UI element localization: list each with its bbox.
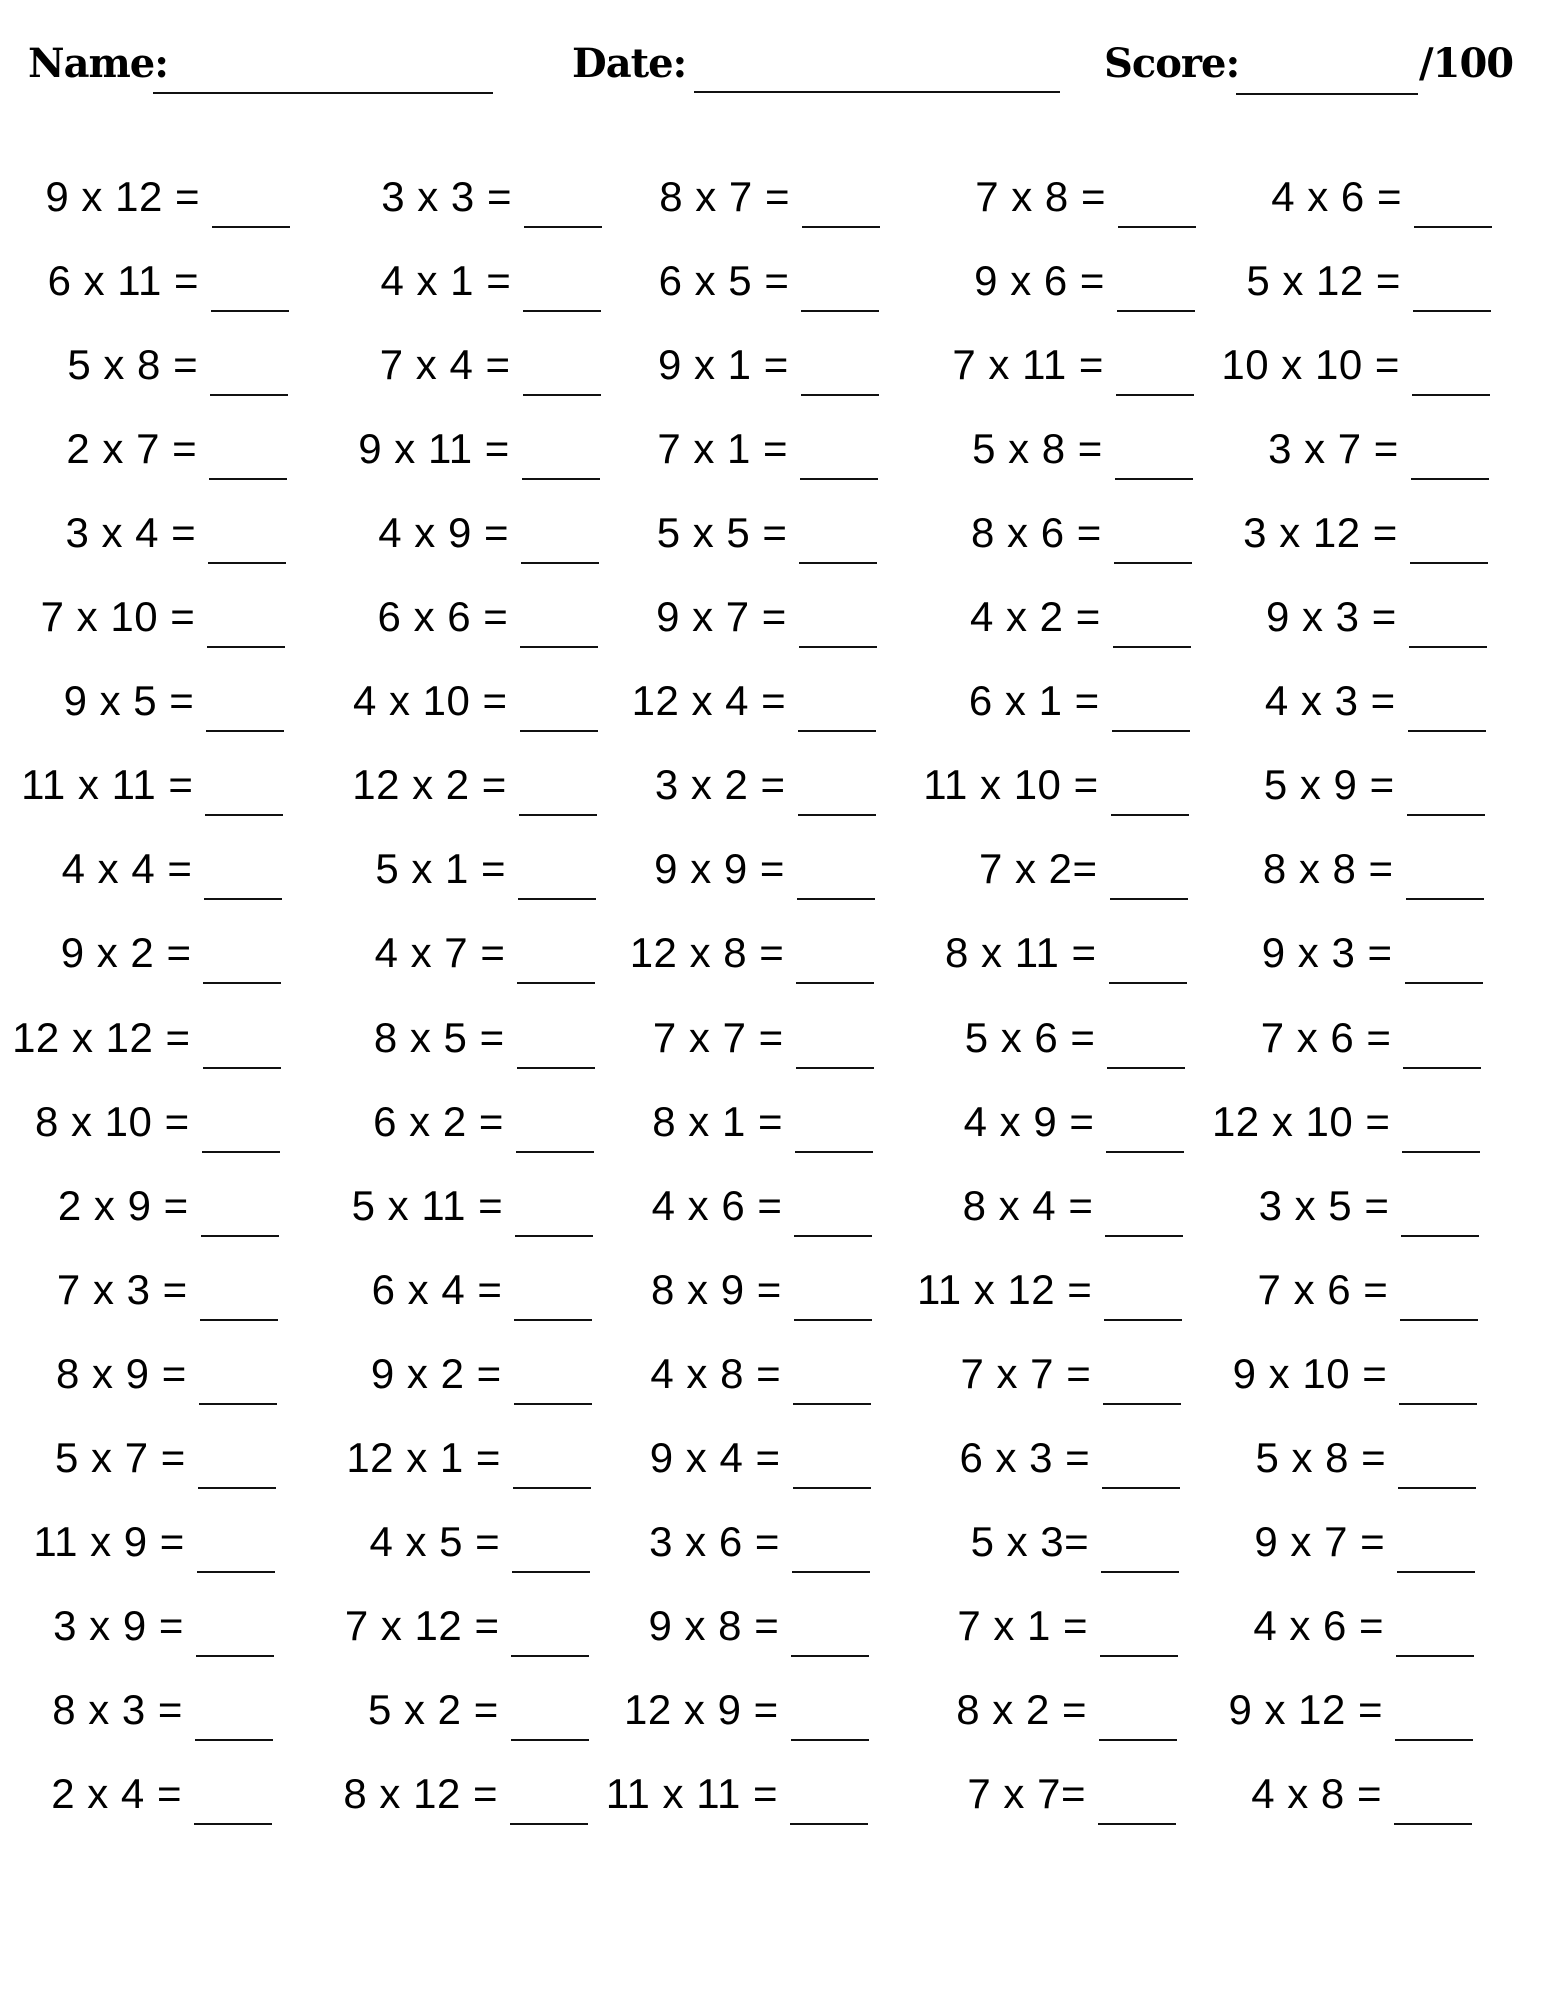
answer-blank[interactable] [1098, 1823, 1176, 1825]
answer-blank[interactable] [196, 1655, 274, 1657]
problem-expression: 4 x 10 = [352, 677, 508, 725]
problem-expression: 4 x 7 = [374, 929, 506, 977]
answer-blank[interactable] [1397, 1571, 1475, 1573]
problem-item [290, 1517, 590, 1581]
problem-expression: 8 x 12 = [343, 1770, 498, 1817]
problem-expression: 8 x 10 = [34, 1097, 190, 1145]
problem-item [0, 1181, 279, 1245]
problem-item [0, 1601, 274, 1665]
problem-expression: 12 x 8 = [629, 929, 785, 977]
problem-item [288, 1770, 588, 1833]
answer-blank[interactable] [1408, 730, 1486, 732]
problem-expression: 5 x 8 = [1255, 1433, 1387, 1481]
answer-blank[interactable] [202, 1151, 280, 1153]
problem-expression: 9 x 3 = [1265, 593, 1397, 641]
answer-blank[interactable] [208, 562, 286, 564]
problem-item [896, 173, 1196, 236]
problem-item [894, 341, 1194, 404]
answer-blank[interactable] [1100, 1655, 1178, 1657]
problem-item [571, 1349, 871, 1413]
problem-expression: 7 x 2= [978, 845, 1098, 893]
answer-blank[interactable] [1399, 1403, 1477, 1405]
answer-blank[interactable] [793, 1487, 871, 1489]
problem-item [1189, 425, 1489, 488]
problem-expression: 8 x 4 = [962, 1181, 1094, 1229]
answer-blank[interactable] [1402, 1151, 1480, 1153]
problem-expression: 3 x 6 = [649, 1517, 780, 1565]
answer-blank[interactable] [1118, 226, 1196, 228]
answer-blank[interactable] [1396, 1655, 1474, 1657]
problem-item [1175, 1517, 1475, 1581]
problem-item [570, 1517, 870, 1581]
answer-blank[interactable] [211, 310, 289, 312]
problem-item [568, 1770, 868, 1833]
answer-blank[interactable] [1110, 898, 1188, 900]
answer-blank[interactable] [1106, 1151, 1184, 1153]
problem-expression: 9 x 1 = [657, 341, 789, 389]
answer-blank[interactable] [197, 1571, 275, 1573]
problem-expression: 4 x 9 = [378, 509, 510, 557]
problem-expression: 8 x 1 = [652, 1097, 784, 1145]
problem-item [569, 1601, 869, 1665]
problem-item [889, 761, 1189, 824]
problem-item [289, 1685, 589, 1749]
problem-item [300, 425, 600, 488]
problem-expression: 5 x 7 = [55, 1433, 186, 1481]
answer-blank[interactable] [200, 1319, 278, 1321]
problem-expression: 3 x 4 = [65, 509, 197, 557]
answer-blank[interactable] [799, 646, 877, 648]
problem-item [0, 425, 287, 488]
answer-blank[interactable] [802, 226, 880, 228]
problem-item [0, 509, 286, 572]
problem-expression: 9 x 11 = [358, 425, 510, 473]
problem-expression: 7 x 3 = [56, 1265, 188, 1313]
problem-expression: 6 x 2 = [373, 1097, 504, 1145]
problem-item [1191, 257, 1491, 320]
problem-expression: 12 x 12 = [12, 1013, 191, 1061]
answer-blank[interactable] [203, 982, 281, 984]
problem-expression: 3 x 12 = [1243, 509, 1398, 557]
problem-item [882, 1265, 1182, 1329]
problem-item [569, 1685, 869, 1749]
problem-expression: 4 x 5 = [369, 1517, 501, 1565]
answer-blank[interactable] [1115, 478, 1193, 480]
problem-item [0, 1013, 281, 1077]
problem-item [876, 1770, 1176, 1833]
problem-expression: 8 x 8 = [1262, 845, 1394, 893]
answer-blank[interactable] [796, 982, 874, 984]
answer-blank[interactable] [799, 562, 877, 564]
problem-expression: 12 x 4 = [631, 677, 787, 725]
name-label: Name: [28, 40, 169, 87]
problem-expression: 12 x 10 = [1211, 1097, 1391, 1145]
problem-expression: 4 x 9 = [963, 1097, 1095, 1145]
problem-item [1183, 929, 1483, 992]
problem-item [576, 677, 876, 740]
problem-item [574, 929, 874, 992]
problem-item [1177, 1349, 1477, 1413]
answer-blank[interactable] [800, 478, 878, 480]
problem-expression: 11 x 11 = [605, 1770, 778, 1817]
problem-item [0, 1770, 272, 1833]
answer-blank[interactable] [1102, 1487, 1180, 1489]
answer-blank[interactable] [1403, 1067, 1481, 1069]
problem-expression: 5 x 1 = [375, 845, 507, 893]
problem-item [1187, 593, 1487, 656]
problem-expression: 4 x 8 = [1251, 1770, 1382, 1817]
answer-blank[interactable] [1114, 562, 1192, 564]
problem-item [0, 845, 282, 908]
answer-blank[interactable] [1400, 1319, 1478, 1321]
problem-item [884, 1097, 1184, 1161]
problem-item [1172, 1770, 1472, 1833]
problem-expression: 11 x 9 = [33, 1517, 185, 1565]
answer-blank[interactable] [1111, 814, 1189, 816]
problem-item [295, 1013, 595, 1077]
problem-item [580, 173, 880, 236]
problem-expression: 12 x 9 = [624, 1685, 779, 1733]
score-label: Score: [1104, 40, 1240, 87]
problem-item [298, 677, 598, 740]
answer-blank[interactable] [198, 1487, 276, 1489]
problem-item [302, 173, 602, 236]
problem-expression: 7 x 12 = [344, 1601, 500, 1649]
problem-item [299, 509, 599, 572]
problem-item [881, 1349, 1181, 1413]
problem-expression: 8 x 5 = [373, 1013, 505, 1061]
problem-item [0, 1433, 276, 1497]
problem-item [578, 425, 878, 488]
problem-expression: 4 x 2 = [969, 593, 1101, 641]
problem-item [880, 1433, 1180, 1497]
problem-expression: 9 x 7 = [1254, 1517, 1386, 1565]
problem-item [301, 257, 601, 320]
answer-blank[interactable] [801, 394, 879, 396]
problem-item [0, 257, 289, 320]
answer-blank[interactable] [793, 1403, 871, 1405]
answer-blank[interactable] [1414, 226, 1492, 228]
problem-item [1192, 173, 1492, 236]
answer-blank[interactable] [1401, 1235, 1479, 1237]
problem-item [1174, 1601, 1474, 1665]
problem-expression: 3 x 2 = [654, 761, 786, 809]
answer-blank[interactable] [798, 814, 876, 816]
answer-blank[interactable] [1099, 1739, 1177, 1741]
problem-expression: 7 x 7 = [960, 1349, 1092, 1397]
problem-item [0, 929, 281, 992]
problem-item [571, 1433, 871, 1497]
problem-item [577, 593, 877, 656]
problem-expression: 7 x 8 = [975, 173, 1106, 220]
answer-blank[interactable] [1109, 982, 1187, 984]
problem-item [0, 593, 285, 656]
problem-expression: 9 x 10 = [1232, 1349, 1388, 1397]
answer-blank[interactable] [1117, 310, 1195, 312]
problem-expression: 5 x 12 = [1246, 257, 1401, 305]
problem-item [878, 1601, 1178, 1665]
problem-expression: 8 x 9 = [651, 1265, 782, 1313]
problem-item [292, 1265, 592, 1329]
problem-item [0, 173, 290, 236]
problem-expression: 8 x 3 = [52, 1685, 183, 1733]
problem-item [0, 1349, 277, 1413]
problem-item [579, 257, 879, 320]
problem-item [0, 1265, 278, 1329]
problem-expression: 5 x 6 = [964, 1013, 1096, 1061]
problem-item [295, 929, 595, 992]
problem-expression: 7 x 11 = [952, 341, 1104, 389]
answer-blank[interactable] [798, 730, 876, 732]
problem-item [1186, 677, 1486, 740]
answer-blank[interactable] [801, 310, 879, 312]
problem-expression: 4 x 8 = [650, 1349, 782, 1397]
problem-expression: 4 x 6 = [1271, 173, 1402, 220]
problem-expression: 7 x 6 = [1260, 1013, 1392, 1061]
problem-expression: 7 x 6 = [1257, 1265, 1389, 1313]
problem-item [877, 1685, 1177, 1749]
answer-blank[interactable] [1394, 1823, 1472, 1825]
problem-expression: 7 x 7= [967, 1770, 1086, 1817]
problem-item [1190, 341, 1490, 404]
problem-expression: 5 x 2 = [367, 1685, 499, 1733]
problem-item [572, 1265, 872, 1329]
problem-expression: 7 x 7 = [652, 1013, 784, 1061]
problem-expression: 12 x 1 = [346, 1433, 501, 1481]
answer-blank[interactable] [1412, 394, 1490, 396]
problem-expression: 9 x 12 = [1228, 1685, 1384, 1733]
problem-item [575, 845, 875, 908]
problem-item [572, 1181, 872, 1245]
problem-item [1185, 761, 1485, 824]
problem-item [577, 509, 877, 572]
problem-expression: 4 x 6 = [651, 1181, 783, 1229]
problem-expression: 8 x 7 = [659, 173, 790, 220]
problem-item [885, 1013, 1185, 1077]
problem-expression: 2 x 7 = [66, 425, 198, 473]
problem-item [0, 1097, 280, 1161]
answer-blank[interactable] [792, 1571, 870, 1573]
problem-item [289, 1601, 589, 1665]
problem-expression: 9 x 2 = [60, 929, 192, 977]
problem-item [893, 425, 1193, 488]
problem-item [879, 1517, 1179, 1581]
answer-blank[interactable] [209, 478, 287, 480]
problem-expression: 9 x 6 = [974, 257, 1105, 305]
problem-item [1176, 1433, 1476, 1497]
problem-expression: 7 x 10 = [40, 593, 196, 641]
answer-blank[interactable] [1405, 982, 1483, 984]
problem-item [1181, 1013, 1481, 1077]
problem-item [579, 341, 879, 404]
problem-expression: 9 x 8 = [648, 1601, 780, 1649]
problem-expression: 7 x 1 = [657, 425, 789, 473]
problem-expression: 6 x 11 = [47, 257, 200, 305]
problem-item [0, 677, 284, 740]
problem-expression: 5 x 5 = [656, 509, 788, 557]
problem-item [888, 845, 1188, 908]
answer-blank[interactable] [195, 1739, 273, 1741]
problem-expression: 9 x 5 = [63, 677, 195, 725]
problem-item [891, 593, 1191, 656]
answer-blank[interactable] [204, 898, 282, 900]
problem-item [292, 1349, 592, 1413]
problem-item [892, 509, 1192, 572]
problem-expression: 9 x 4 = [649, 1433, 781, 1481]
problem-item [895, 257, 1195, 320]
problem-item [0, 1685, 273, 1749]
answer-blank[interactable] [796, 1067, 874, 1069]
problem-expression: 12 x 2 = [352, 761, 507, 809]
answer-blank[interactable] [794, 1319, 872, 1321]
answer-blank[interactable] [210, 394, 288, 396]
problem-item [887, 929, 1187, 992]
problem-expression: 9 x 3 = [1261, 929, 1393, 977]
problem-item [576, 761, 876, 824]
problem-expression: 10 x 10 = [1221, 341, 1400, 389]
problem-expression: 3 x 3 = [381, 173, 512, 220]
problem-expression: 8 x 11 = [945, 929, 1097, 977]
answer-blank[interactable] [1101, 1571, 1179, 1573]
problem-item [574, 1013, 874, 1077]
answer-blank[interactable] [1103, 1403, 1181, 1405]
answer-blank[interactable] [201, 1235, 279, 1237]
date-label: Date: [572, 40, 687, 87]
answer-blank[interactable] [1409, 646, 1487, 648]
problem-expression: 5 x 11 = [351, 1181, 504, 1229]
answer-blank[interactable] [1410, 562, 1488, 564]
answer-blank[interactable] [1107, 1067, 1185, 1069]
answer-blank[interactable] [791, 1739, 869, 1741]
problem-item [291, 1433, 591, 1497]
problem-item [296, 845, 596, 908]
problem-expression: 9 x 9 = [654, 845, 785, 893]
problem-item [1180, 1097, 1480, 1161]
problem-item [301, 341, 601, 404]
problem-item [883, 1181, 1183, 1245]
problem-expression: 11 x 12 = [916, 1265, 1093, 1313]
problem-expression: 4 x 1 = [380, 257, 512, 305]
problem-item [294, 1097, 594, 1161]
answer-blank[interactable] [1413, 310, 1491, 312]
problem-item [0, 341, 288, 404]
problem-expression: 5 x 9 = [1263, 761, 1395, 809]
problem-item [0, 761, 283, 824]
answer-blank[interactable] [205, 814, 283, 816]
problem-item [293, 1181, 593, 1245]
problem-expression: 4 x 4 = [61, 845, 193, 893]
problem-expression: 4 x 3 = [1264, 677, 1396, 725]
problem-expression: 7 x 4 = [379, 341, 511, 389]
problem-expression: 8 x 6 = [971, 509, 1102, 557]
problem-item [890, 677, 1190, 740]
problem-item [1178, 1265, 1478, 1329]
problem-expression: 11 x 10 = [923, 761, 1099, 809]
problem-expression: 9 x 2 = [370, 1349, 502, 1397]
problem-item [573, 1097, 873, 1161]
answer-blank[interactable] [790, 1823, 868, 1825]
answer-blank[interactable] [1105, 1235, 1183, 1237]
problem-expression: 9 x 12 = [45, 173, 200, 220]
problem-expression: 2 x 9 = [57, 1181, 189, 1229]
answer-blank[interactable] [797, 898, 875, 900]
problem-expression: 3 x 9 = [53, 1601, 184, 1649]
problem-expression: 9 x 7 = [656, 593, 787, 641]
problem-expression: 6 x 4 = [371, 1265, 503, 1313]
problem-item [298, 593, 598, 656]
answer-blank[interactable] [199, 1403, 277, 1405]
problem-item [1173, 1685, 1473, 1749]
problem-expression: 8 x 9 = [55, 1349, 187, 1397]
problem-item [1188, 509, 1488, 572]
problem-item [1184, 845, 1484, 908]
answer-blank[interactable] [1395, 1739, 1473, 1741]
answer-blank[interactable] [795, 1151, 873, 1153]
answer-blank[interactable] [1113, 646, 1191, 648]
answer-blank[interactable] [1411, 478, 1489, 480]
problem-item [0, 1517, 275, 1581]
problem-item [297, 761, 597, 824]
problem-expression: 6 x 3 = [959, 1433, 1091, 1481]
problem-item [1179, 1181, 1479, 1245]
answer-blank[interactable] [791, 1655, 869, 1657]
problem-expression: 3 x 5 = [1258, 1181, 1390, 1229]
problem-expression: 2 x 4 = [51, 1770, 182, 1817]
answer-blank[interactable] [194, 1823, 272, 1825]
answer-blank[interactable] [206, 730, 284, 732]
answer-blank[interactable] [1116, 394, 1194, 396]
answer-blank[interactable] [1406, 898, 1484, 900]
problem-expression: 5 x 8 = [67, 341, 199, 389]
answer-blank[interactable] [794, 1235, 872, 1237]
answer-blank[interactable] [1112, 730, 1190, 732]
problem-expression: 3 x 7 = [1268, 425, 1399, 473]
problem-expression: 6 x 6 = [377, 593, 509, 641]
answer-blank[interactable] [207, 646, 285, 648]
answer-blank[interactable] [203, 1067, 281, 1069]
score-total: /100 [1419, 40, 1514, 87]
problem-expression: 6 x 1 = [968, 677, 1100, 725]
problem-expression: 4 x 6 = [1253, 1601, 1385, 1649]
answer-blank[interactable] [1398, 1487, 1476, 1489]
problem-expression: 8 x 2 = [956, 1685, 1088, 1733]
problem-expression: 5 x 8 = [972, 425, 1103, 473]
answer-blank[interactable] [1104, 1319, 1182, 1321]
problem-expression: 7 x 1 = [957, 1601, 1089, 1649]
problem-expression: 11 x 11 = [21, 761, 194, 809]
answer-blank[interactable] [1407, 814, 1485, 816]
problem-expression: 6 x 5 = [658, 257, 790, 305]
answer-blank[interactable] [212, 226, 290, 228]
problem-expression: 5 x 3= [970, 1517, 1090, 1565]
